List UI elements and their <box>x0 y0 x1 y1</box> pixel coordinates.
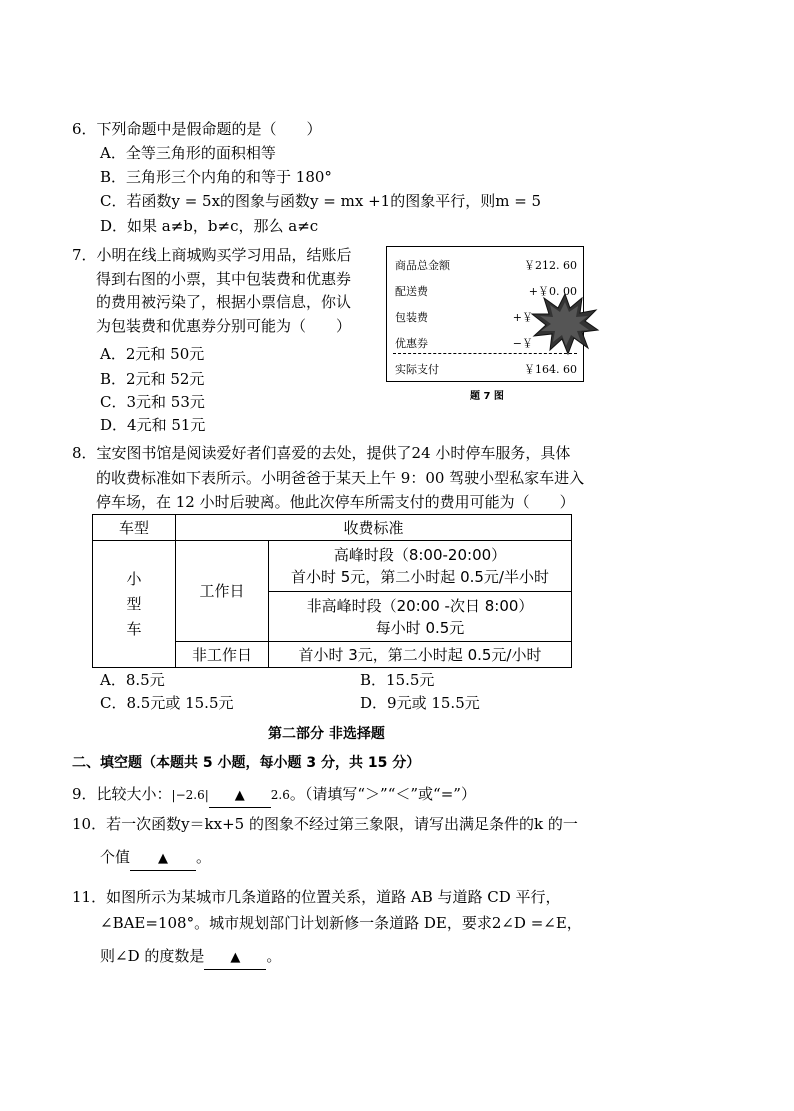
receipt-paid-value: ￥164. 60 <box>524 363 577 376</box>
receipt-shipping-value: +￥0. 00 <box>528 285 577 298</box>
q8-line-3: 停车场，在 12 小时后驶离。他此次停车所需支付的费用可能为（ ） <box>96 493 575 511</box>
q11-answer-blank[interactable]: ▲ <box>204 947 266 970</box>
section-fill-blank-heading: 二、填空题（本题共 5 小题，每小题 3 分，共 15 分） <box>72 755 421 771</box>
receipt-shipping-label: 配送费 <box>395 285 428 298</box>
q8-option-c: C．8.5元或 15.5元 <box>100 694 234 712</box>
stain-splat-icon <box>530 292 600 356</box>
q8-option-b: B．15.5元 <box>360 671 435 689</box>
figure-7-caption: 题 7 图 <box>470 391 504 402</box>
receipt-total-value: ￥212. 60 <box>524 259 577 272</box>
q7-line-2: 得到右图的小票，其中包装费和优惠券 <box>96 270 352 288</box>
q6-option-d: D．如果 a≠b，b≠c，那么 a≠c <box>100 217 319 235</box>
q7-option-a: A．2元和 50元 <box>100 345 205 363</box>
q10-suffix: 。 <box>196 848 212 866</box>
q8-option-a: A．8.5元 <box>100 671 165 689</box>
q9-rhs-value: 2.6̇ <box>270 788 290 802</box>
q10-line-1: 10．若一次函数y＝kx+5 的图象不经过第三象限，请写出满足条件的k 的一 <box>72 815 578 833</box>
parking-fee-table <box>92 514 572 668</box>
q6-stem: 6．下列命题中是假命题的是（ ） <box>72 120 322 138</box>
table-header-standard: 收费标准 <box>176 515 572 541</box>
q8-option-d: D．9元或 15.5元 <box>360 694 480 712</box>
q11-suffix: 。 <box>266 947 282 965</box>
q7-option-d: D．4元和 51元 <box>100 416 206 434</box>
receipt-coupon-value: −￥ <box>512 337 533 350</box>
q7-line-3: 的费用被污染了，根据小票信息，你认 <box>96 293 352 311</box>
part-two-heading: 第二部分 非选择题 <box>268 726 385 742</box>
q10-line-2 <box>100 846 211 871</box>
q7-line-1: 7．小明在线上商城购买学习用品，结账后 <box>72 246 352 264</box>
q7-line-4: 为包装费和优惠券分别可能为（ ） <box>96 317 352 335</box>
offpeak-title: 非高峰时段（20:00 -次日 8:00） <box>306 596 534 615</box>
receipt-packaging-label: 包装费 <box>395 311 428 324</box>
q6-option-a: A．全等三角形的面积相等 <box>100 144 276 162</box>
peak-rule: 首小时 5元，第二小时起 0.5元/半小时 <box>291 568 549 586</box>
receipt-packaging-value: +￥ <box>512 311 533 324</box>
q6-option-c: C．若函数y = 5x的图象与函数y = mx +1的图象平行，则m = 5 <box>100 192 542 210</box>
receipt-row-total <box>395 257 577 275</box>
q9-prefix: 9．比较大小： <box>72 785 172 803</box>
receipt-row-paid <box>395 361 577 379</box>
q7-option-b: B．2元和 52元 <box>100 370 205 388</box>
q6-option-b: B．三角形三个内角的和等于 180° <box>100 168 332 186</box>
offpeak-rule: 每小时 0.5元 <box>375 618 465 637</box>
table-header-type: 车型 <box>93 515 176 541</box>
q10-answer-blank[interactable]: ▲ <box>130 848 196 871</box>
q9-suffix: 。（请填写“＞”“＜”或“=”） <box>289 785 476 803</box>
q11-line-3 <box>100 945 281 970</box>
q9-line <box>72 783 476 808</box>
q11-prefix: 则∠D 的度数是 <box>100 947 205 965</box>
table-cell-workday: 工作日 <box>176 541 269 642</box>
receipt-total-label: 商品总金额 <box>395 259 450 272</box>
table-cell-car-type: 小 型 车 <box>93 541 176 668</box>
table-cell-nonworkday: 非工作日 <box>176 642 269 668</box>
q11-line-2: ∠BAE=108°。城市规划部门计划新修一条道路 DE，要求2∠D =∠E， <box>100 914 582 932</box>
receipt-paid-label: 实际支付 <box>395 363 439 376</box>
q7-option-c: C．3元和 53元 <box>100 393 205 411</box>
q11-line-1: 11．如图所示为某城市几条道路的位置关系，道路 AB 与道路 CD 平行， <box>72 888 561 906</box>
q8-line-2: 的收费标准如下表所示。小明爸爸于某天上午 9：00 驾驶小型私家车进入 <box>96 469 585 487</box>
table-cell-peak <box>269 541 572 592</box>
q9-abs-value: |−2.6| <box>171 788 209 802</box>
q10-prefix: 个值 <box>100 848 131 866</box>
q9-answer-blank[interactable]: ▲ <box>209 785 271 808</box>
table-cell-offpeak <box>269 592 572 642</box>
table-cell-nonwork-rule: 首小时 3元，第二小时起 0.5元/小时 <box>269 642 572 668</box>
receipt-coupon-label: 优惠券 <box>395 337 428 350</box>
q8-line-1: 8．宝安图书馆是阅读爱好者们喜爱的去处，提供了24 小时停车服务，具体 <box>72 444 571 462</box>
peak-title: 高峰时段（8:00-20:00） <box>333 546 507 564</box>
